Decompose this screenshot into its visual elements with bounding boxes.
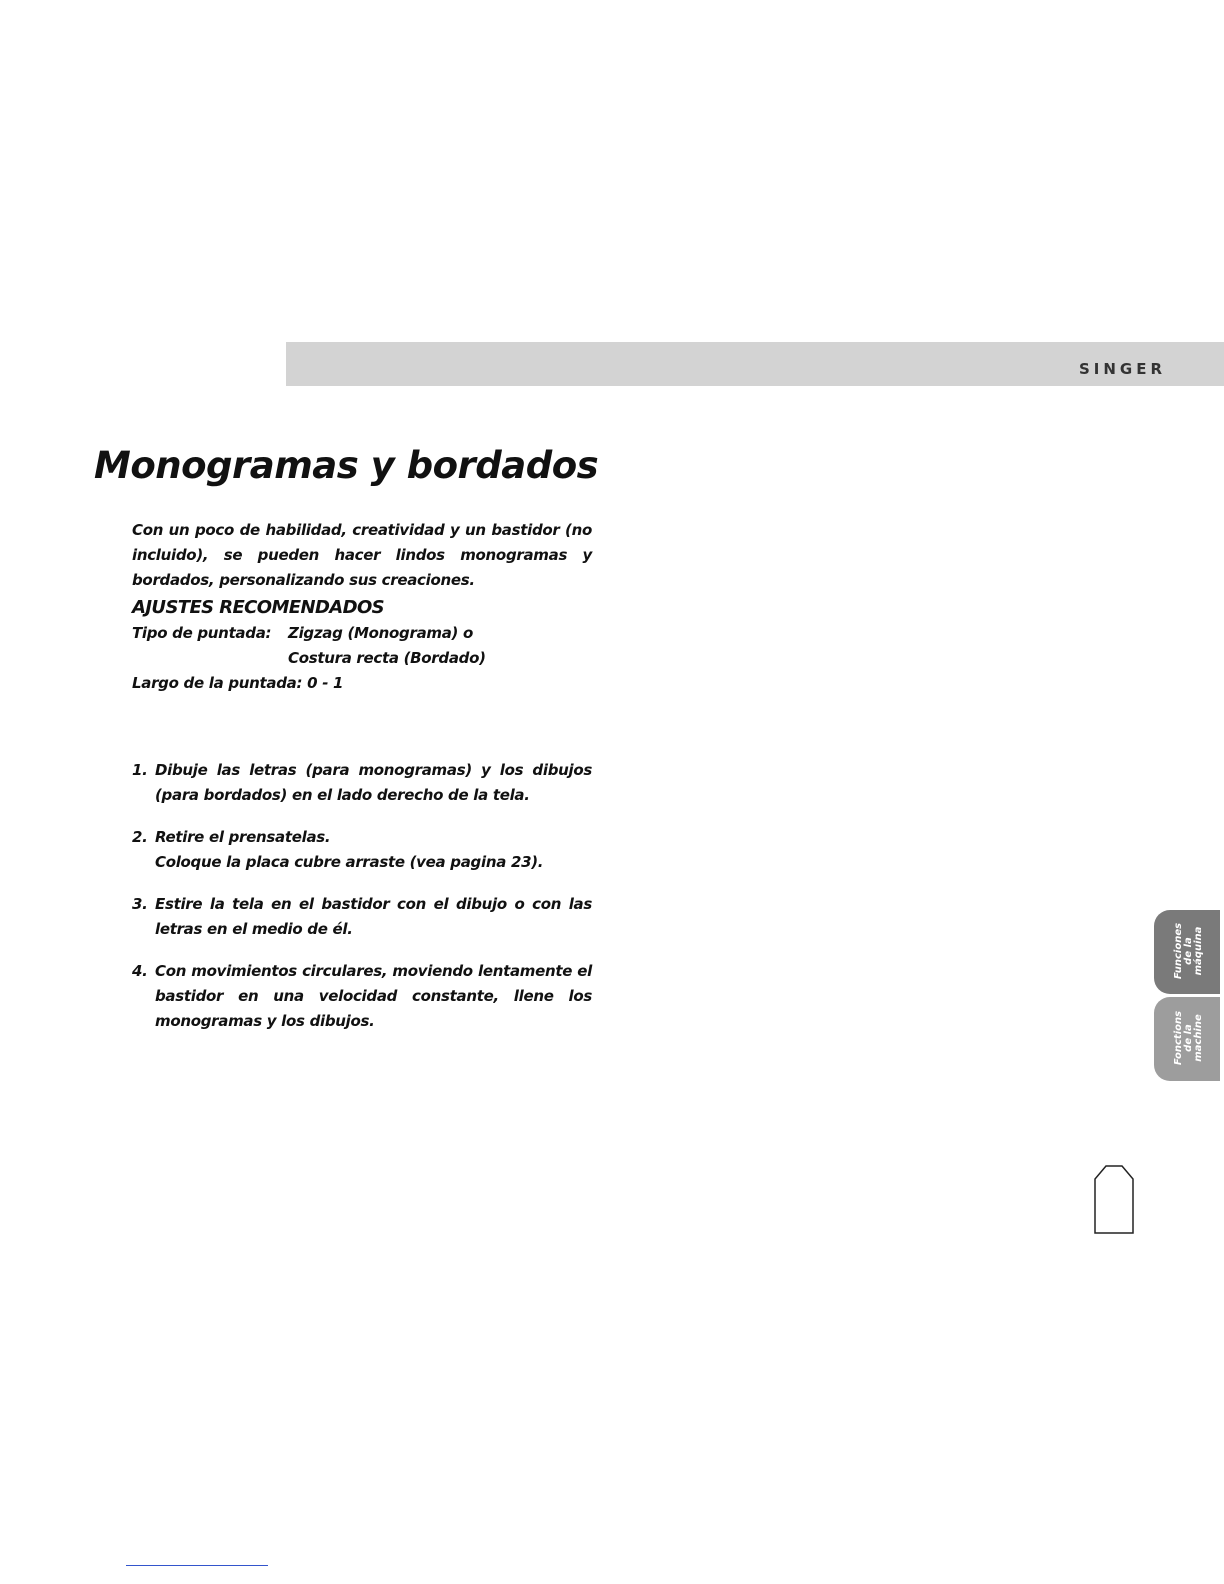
step-number: 1.	[132, 761, 148, 779]
step-number: 3.	[132, 895, 148, 913]
settings-value: Costura recta (Bordado)	[288, 649, 486, 667]
side-tabs	[1154, 910, 1224, 1084]
page-number-marker	[1094, 1165, 1134, 1235]
settings-row	[132, 646, 592, 671]
page-title: Monogramas y bordados	[94, 444, 599, 487]
main-content	[132, 518, 592, 1051]
step-text: Estire la tela en el bastidor con el dibujo o con las letras en el medio de él.	[155, 895, 592, 938]
tab-label: Fonctions de la machine	[1173, 1010, 1204, 1066]
step-item	[132, 825, 592, 875]
brand-logo: SINGER	[1078, 360, 1166, 378]
step-text: Dibuje las letras (para monogramas) y los dibujos (para bordados) en el lado derecho de la tela.	[155, 761, 592, 804]
step-item	[132, 892, 592, 942]
tab-funciones-de-la-maquina[interactable]	[1154, 910, 1220, 994]
step-text: Con movimientos circulares, moviendo lentamente el bastidor en una velocidad constante, llene los monogramas y los dibujos.	[155, 962, 592, 1030]
settings-heading: AJUSTES RECOMENDADOS	[132, 597, 385, 618]
settings-label: Largo de la puntada: 0 - 1	[132, 674, 344, 692]
intro-paragraph: Con un poco de habilidad, creatividad y un bastidor (no incluido), se pueden hacer lindos monogramas y bordados, personalizando sus creaciones.	[132, 521, 592, 589]
step-item	[132, 758, 592, 808]
settings-label: Tipo de puntada:	[132, 624, 272, 642]
settings-value: Zigzag (Monograma) o	[288, 624, 474, 642]
steps-list	[132, 758, 592, 1034]
footer-divider	[126, 1565, 268, 1566]
tab-fonctions-de-la-machine[interactable]	[1154, 997, 1220, 1081]
step-number: 2.	[132, 828, 148, 846]
step-item	[132, 959, 592, 1034]
tab-label: Funciones de la máquina	[1173, 922, 1204, 980]
step-number: 4.	[132, 962, 148, 980]
settings-row	[132, 671, 592, 696]
step-text: Retire el prensatelas.	[155, 828, 331, 846]
settings-row	[132, 621, 592, 646]
step-text-continued: Coloque la placa cubre arraste (vea pagina 23).	[155, 853, 544, 871]
header-bar	[286, 342, 1224, 386]
